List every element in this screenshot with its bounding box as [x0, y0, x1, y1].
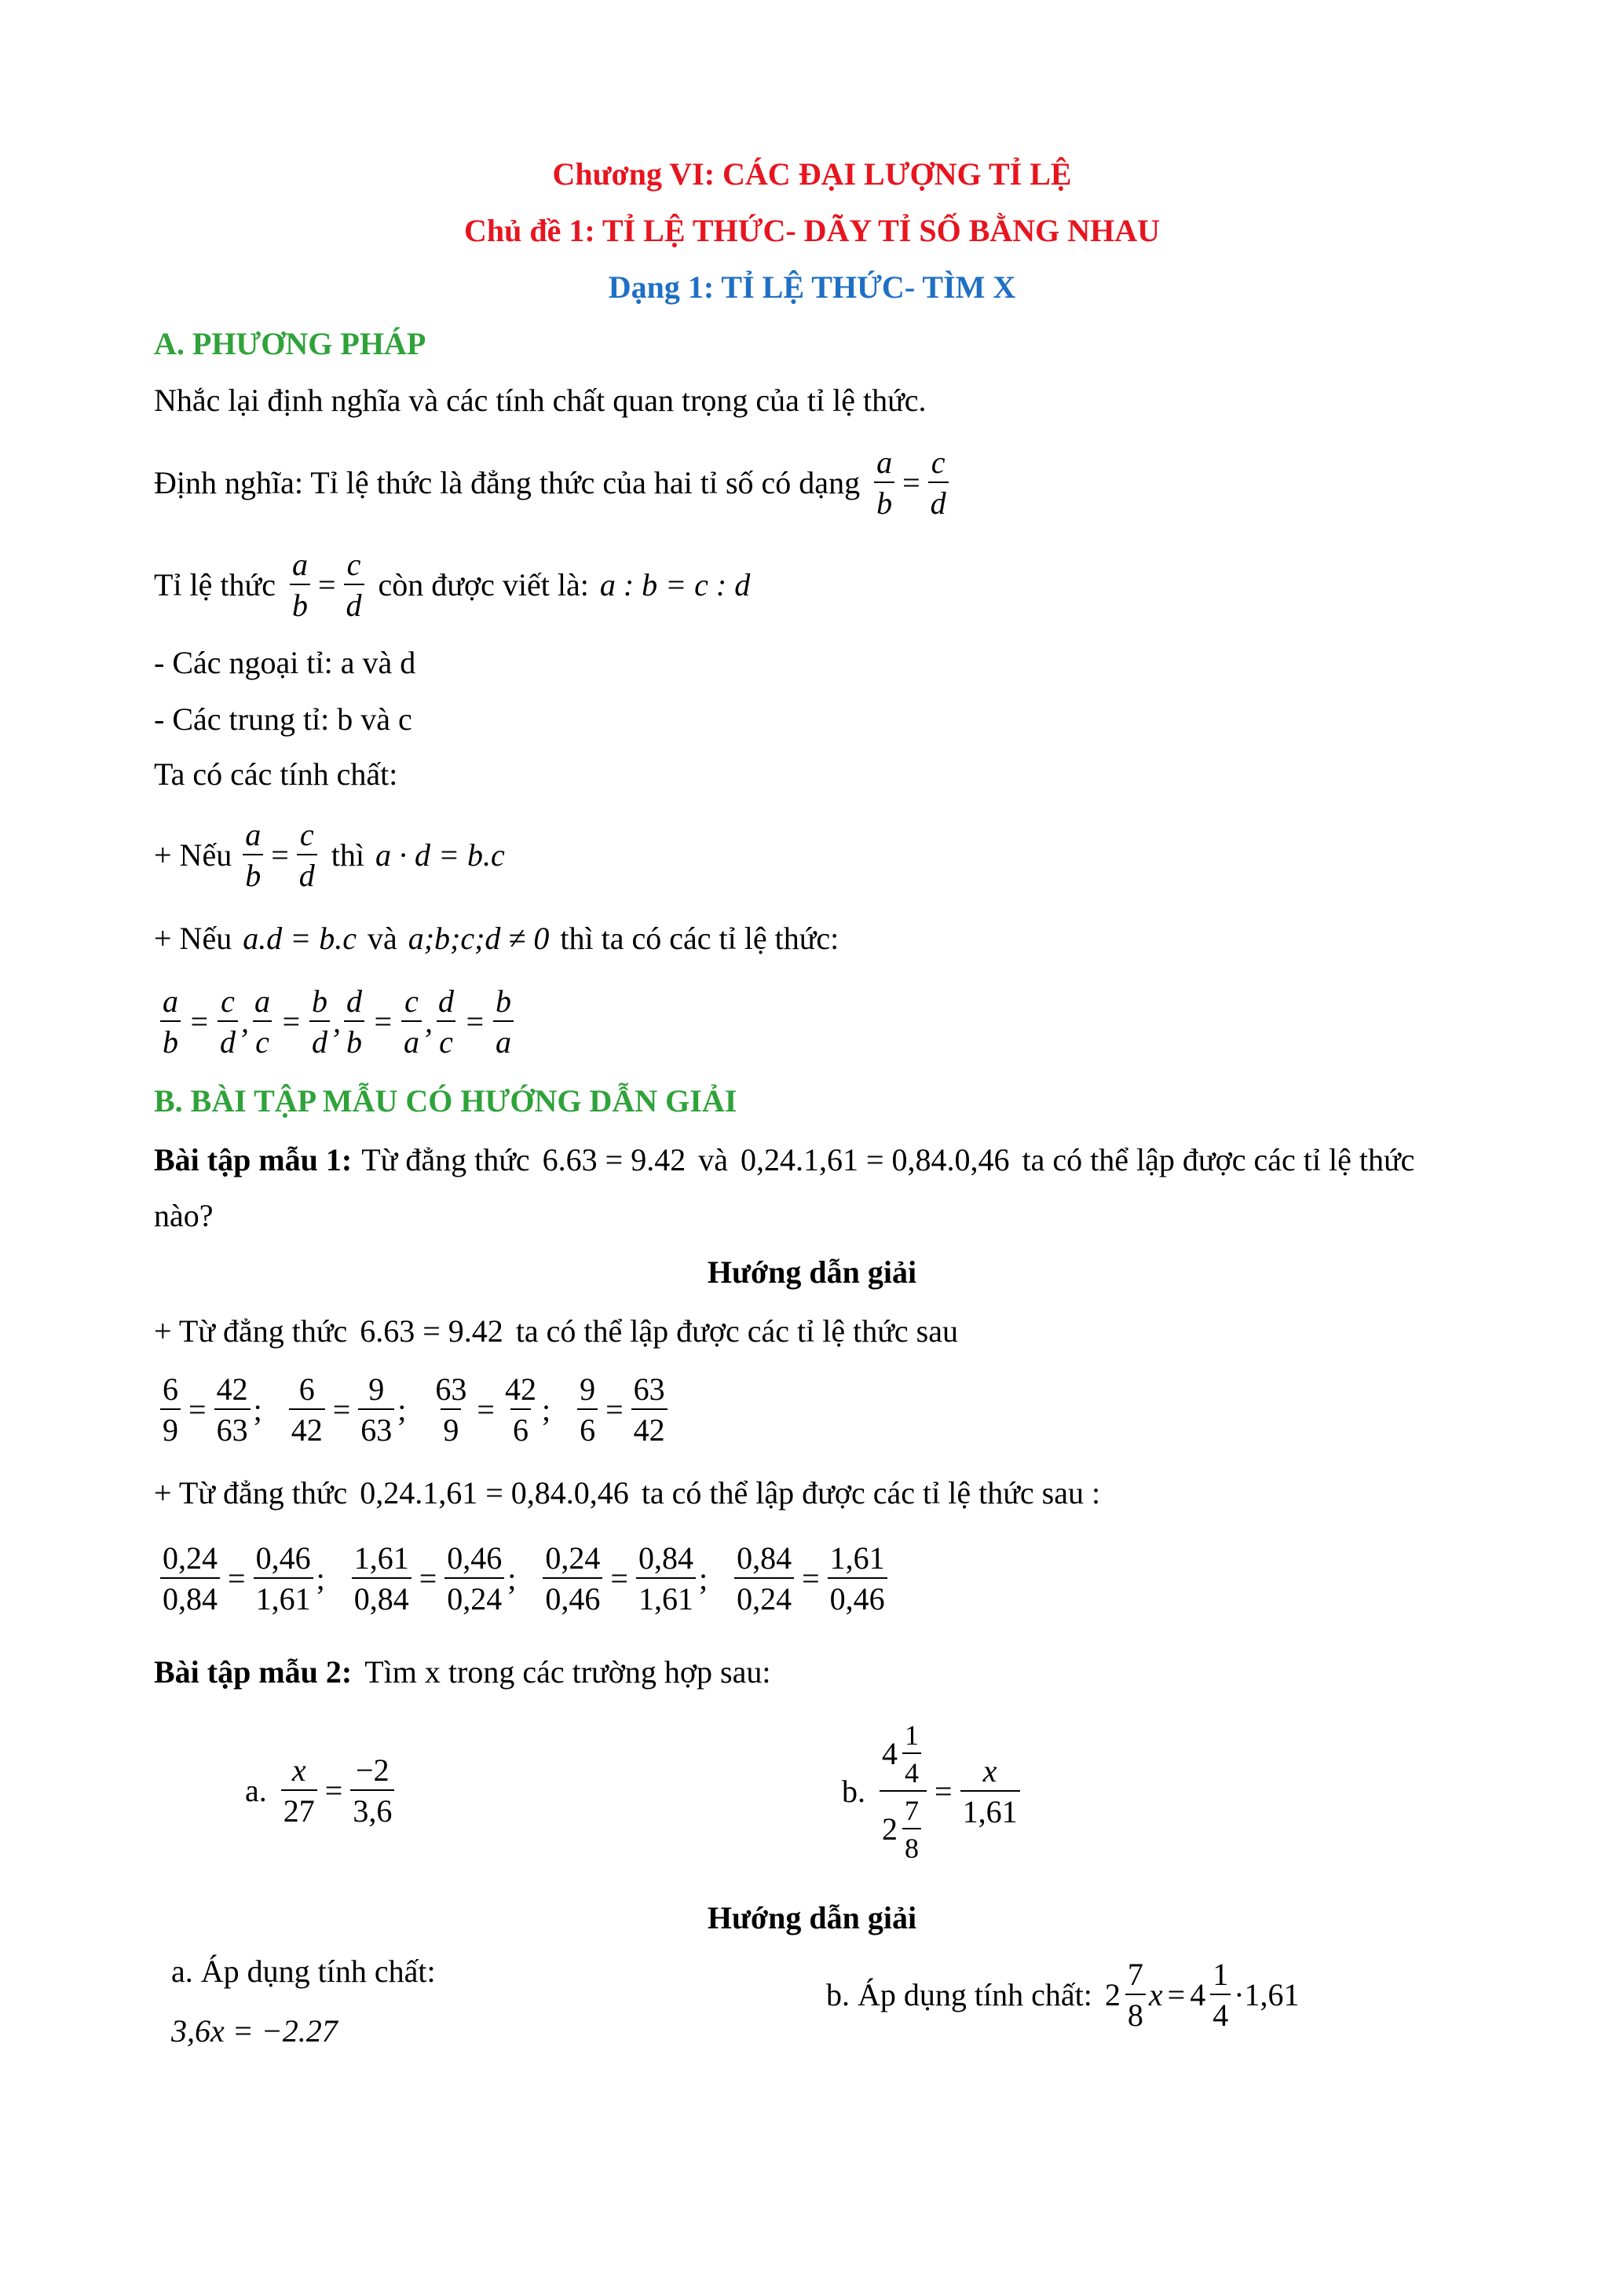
exercise-2a: a. $\frac{x}{27}$ = $\frac{-2}{3,6}$ — [245, 1744, 397, 1838]
prop2-cond2: a;b;c;d ≠ 0 — [408, 921, 550, 956]
outer-terms: - Các ngoại tỉ: a và d — [154, 645, 416, 680]
compound-fraction: 4 1 4 2 7 8 — [880, 1721, 927, 1862]
example-1-text2: ta có thể lập được các tỉ lệ thức — [1022, 1142, 1415, 1177]
written-expression: a : b = c : d — [599, 567, 751, 602]
sol2-post: ta có thể lập được các tỉ lệ thức sau : — [641, 1475, 1101, 1511]
exercise-2b-label: b. — [842, 1774, 865, 1809]
fraction-c-d: $\frac{c}{d}$ — [928, 447, 949, 519]
intro-text: Nhắc lại định nghĩa và các tính chất quan trọng của tỉ lệ thức. — [154, 383, 927, 418]
topic-title: Chủ đề 1: TỈ LỆ THỨC- DÃY TỈ SỐ BẰNG NHAU — [463, 213, 1161, 248]
guide-heading-1: Hướng dẫn giải — [707, 1254, 917, 1290]
sol1-pre: + Từ đẳng thức — [154, 1313, 348, 1349]
solution-b: b. Áp dụng tính chất: 2 7 8 x = 4 1 4 ·1,61 — [826, 1957, 1300, 2033]
solution-b-text: b. Áp dụng tính chất: — [826, 1977, 1092, 2012]
example-2-label: Bài tập mẫu 2: — [154, 1654, 353, 1690]
definition-line: Định nghĩa: Tỉ lệ thức là đẳng thức của hai tỉ số có dạng $\frac{a}{b}$ = $\frac{c}{d}$ — [154, 440, 952, 526]
example-1-text3: nào? — [154, 1198, 214, 1233]
fraction-a-b: $\frac{a}{b}$ — [874, 447, 894, 519]
sol1-eq: 6.63 = 9.42 — [360, 1313, 503, 1349]
written-suffix: còn được viết là: — [378, 567, 589, 602]
inner-terms: - Các trung tỉ: b và c — [154, 701, 412, 737]
example-2-text: Tìm x trong các trường hợp sau: — [364, 1654, 771, 1690]
example-1-label: Bài tập mẫu 1: — [154, 1142, 353, 1177]
fraction-c-d: $\frac{c}{d}$ — [297, 819, 317, 892]
form-title: Dạng 1: TỈ LỆ THỨC- TÌM X — [608, 269, 1016, 305]
written-line: Tỉ lệ thức $\frac{a}{b}$ = $\frac{c}{d}$ còn được viết là: a : b = c : d — [154, 547, 751, 623]
example-1-text: Từ đẳng thức — [361, 1142, 530, 1177]
solution-1-line — [154, 1312, 958, 1351]
example-2-line — [154, 1653, 770, 1692]
sol2-pre: + Từ đẳng thức — [154, 1475, 348, 1511]
sol1-post: ta có thể lập được các tỉ lệ thức sau — [515, 1313, 958, 1349]
example-1-eq1: 6.63 = 9.42 — [542, 1142, 686, 1177]
prop1-if: + Nếu — [154, 837, 232, 873]
proportions-set-1: $\frac{6}{9}$ = $\frac{42}{63}$ ; $\frac{6}{42}$ = $\frac{9}{63}$ ; $\frac{63}{9}$ = $\frac{42}{6}$ ; $\frac{9}{6}$ = $\frac{63}{42}$ — [157, 1367, 671, 1453]
section-a-heading: A. PHƯƠNG PHÁP — [154, 326, 426, 361]
written-prefix: Tỉ lệ thức — [154, 567, 276, 602]
solution-a-text: a. Áp dụng tính chất: — [171, 1954, 436, 1989]
proportion-list: $\frac{a}{b}$ = $\frac{c}{d}$ , $\frac{a}{c}$ = $\frac{b}{d}$ , $\frac{d}{b}$ = $\frac{c}{a}$ , $\frac{d}{c}$ = $\frac{b}{a}$ — [157, 979, 517, 1065]
prop2-and: và — [367, 921, 397, 956]
prop1-then: thì — [331, 837, 364, 873]
section-b-heading: B. BÀI TẬP MẪU CÓ HƯỚNG DẪN GIẢI — [154, 1083, 737, 1119]
chapter-title: Chương VI: CÁC ĐẠI LƯỢNG TỈ LỆ — [552, 156, 1072, 192]
example-1-line — [154, 1141, 1414, 1180]
guide-heading-2: Hướng dẫn giải — [707, 1900, 917, 1935]
prop1-result: a · d = b.c — [375, 837, 505, 873]
prop2-then: thì ta có các tỉ lệ thức: — [560, 921, 839, 956]
example-1-eq2: 0,24.1,61 = 0,84.0,46 — [741, 1142, 1010, 1177]
property-2 — [154, 919, 839, 958]
solution-2-line — [154, 1474, 1100, 1513]
exercise-2b: b. 4 1 4 2 7 8 = $\frac{x}{1,61}$ — [842, 1709, 1023, 1874]
sol2-eq: 0,24.1,61 = 0,84.0,46 — [360, 1475, 629, 1511]
fraction-a-b: $\frac{a}{b}$ — [243, 819, 263, 892]
prop2-if: + Nếu — [154, 921, 232, 956]
exercise-2a-label: a. — [245, 1773, 267, 1808]
definition-text: Định nghĩa: Tỉ lệ thức là đẳng thức của hai tỉ số có dạng — [154, 465, 861, 500]
fraction-c-d: $\frac{c}{d}$ — [344, 549, 364, 621]
prop2-cond1: a.d = b.c — [243, 921, 357, 956]
solution-a-equation: 3,6x = −2.27 — [171, 2013, 338, 2049]
properties-intro: Ta có các tính chất: — [154, 756, 398, 792]
fraction-a-b: $\frac{a}{b}$ — [290, 549, 310, 621]
proportions-set-2: $\frac{0,24}{0,84}$ = $\frac{0,46}{1,61}$ ; $\frac{1,61}{0,84}$ = $\frac{0,46}{0,24}$ ; $\frac{0,24}{0,46}$ = $\frac{0,84}{1,61}$ ; $\frac{0,84}{0,24}$ = $\frac{1,61}{0,46}$ — [157, 1532, 891, 1626]
property-1: + Nếu $\frac{a}{b}$ = $\frac{c}{d}$ thì a · d = b.c — [154, 817, 505, 893]
example-1-and: và — [698, 1142, 728, 1177]
